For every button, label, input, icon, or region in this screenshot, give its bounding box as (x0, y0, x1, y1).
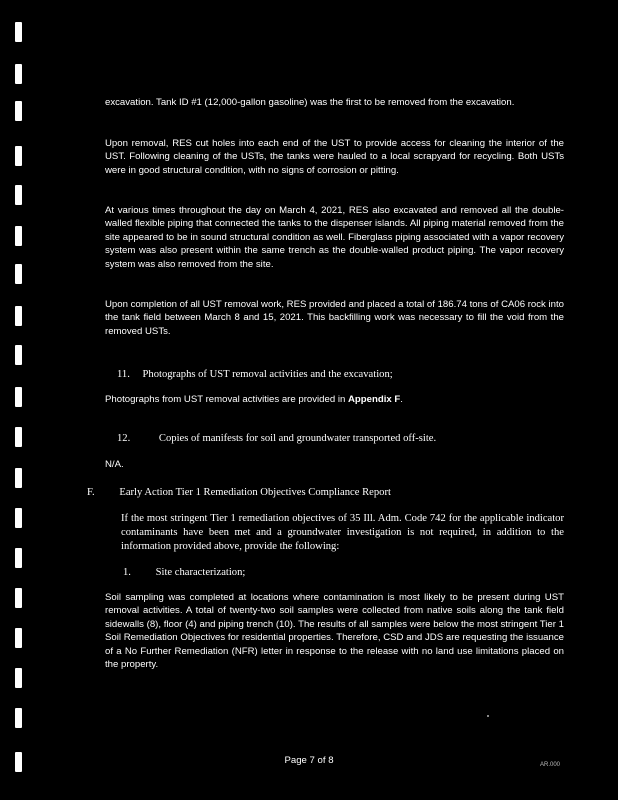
punch-hole-mark (15, 588, 22, 608)
section-f-item-1-title: Site characterization; (155, 567, 246, 578)
paragraph-piping-removal: At various times throughout the day on March 4, 2021, RES also excavated and removed all the double-walled flexible piping that connected the tanks to the dispenser islands. All piping material removed from the site appeared to be in sound structural condition as well. Fiberglass piping associated with a vapor recovery system was also present within the same trench as the double-walled product piping. The vapor recovery system was also removed from the site. (105, 205, 564, 270)
punch-hole-mark (15, 22, 22, 42)
punch-hole-mark (15, 548, 22, 568)
punch-hole-mark (15, 185, 22, 205)
punch-hole-mark (15, 508, 22, 528)
paragraph-excavation: excavation. Tank ID #1 (12,000-gallon gasoline) was the first to be removed from the excavation. (105, 97, 515, 108)
item-12-number: 12. (117, 433, 131, 444)
punch-hole-mark (15, 427, 22, 447)
punch-hole-mark (15, 387, 22, 407)
section-f-item-1-heading (123, 566, 245, 580)
section-f-title: Early Action Tier 1 Remediation Objectives Compliance Report (119, 487, 391, 498)
section-f-item-1-number: 1. (123, 567, 131, 578)
item-12-title: Copies of manifests for soil and groundwater transported off-site. (158, 433, 437, 444)
punch-hole-mark (15, 306, 22, 326)
scan-speck (487, 715, 489, 717)
punch-hole-mark (15, 226, 22, 246)
item-11-body: Photographs from UST removal activities are provided in Appendix F. (105, 394, 403, 405)
punch-hole-mark (15, 264, 22, 284)
appendix-f-reference: Appendix F (347, 394, 401, 405)
section-f-intro: If the most stringent Tier 1 remediation objectives of 35 Ill. Adm. Code 742 for the applicable indicator contaminants have been met and a groundwater investigation is not required, in addition to the information provided above, provide the following: (121, 513, 564, 552)
item-11-number: 11. (117, 369, 130, 380)
punch-hole-mark (15, 64, 22, 84)
punch-hole-mark (15, 668, 22, 688)
punch-hole-mark (15, 146, 22, 166)
document-stamp: AR.000 (540, 762, 561, 768)
item-11-heading (117, 368, 393, 382)
item-11-title: Photographs of UST removal activities and the excavation; (142, 369, 393, 380)
punch-hole-mark (15, 708, 22, 728)
punch-hole-mark (15, 628, 22, 648)
item-12-body: N/A. (105, 459, 124, 470)
section-f-item-1-body: Soil sampling was completed at locations where contamination is most likely to be present during UST removal activities. A total of twenty-two soil samples were collected from native soils along the tank field sidewalls (8), floor (4) and piping trench (10). The results of all samples were below the most stringent Tier 1 Soil Remediation Objectives for residential properties. Therefore, CSD and JDS are requesting the issuance of a No Further Remediation (NFR) letter in response to the release with no land use limitations placed on the property. (105, 592, 564, 671)
paragraph-backfilling: Upon completion of all UST removal work, RES provided and placed a total of 186.74 tons of CA06 rock into the tank field between March 8 and 15, 2021. This backfilling work was necessary to fill the void from the removed USTs. (105, 299, 564, 337)
item-12-heading (117, 432, 436, 446)
punch-hole-mark (15, 345, 22, 365)
section-f-letter: F. (87, 487, 95, 498)
paragraph-ust-cleaning: Upon removal, RES cut holes into each end of the UST to provide access for cleaning the interior of the UST. Following cleaning of the USTs, the tanks were hauled to a local scrapyard for recycling. Both USTs were in good structural condition, with no signs of corrosion or pitting. (105, 138, 564, 176)
punch-hole-mark (15, 468, 22, 488)
section-f-heading (87, 486, 391, 500)
page-number: Page 7 of 8 (284, 755, 334, 766)
punch-hole-mark (15, 101, 22, 121)
